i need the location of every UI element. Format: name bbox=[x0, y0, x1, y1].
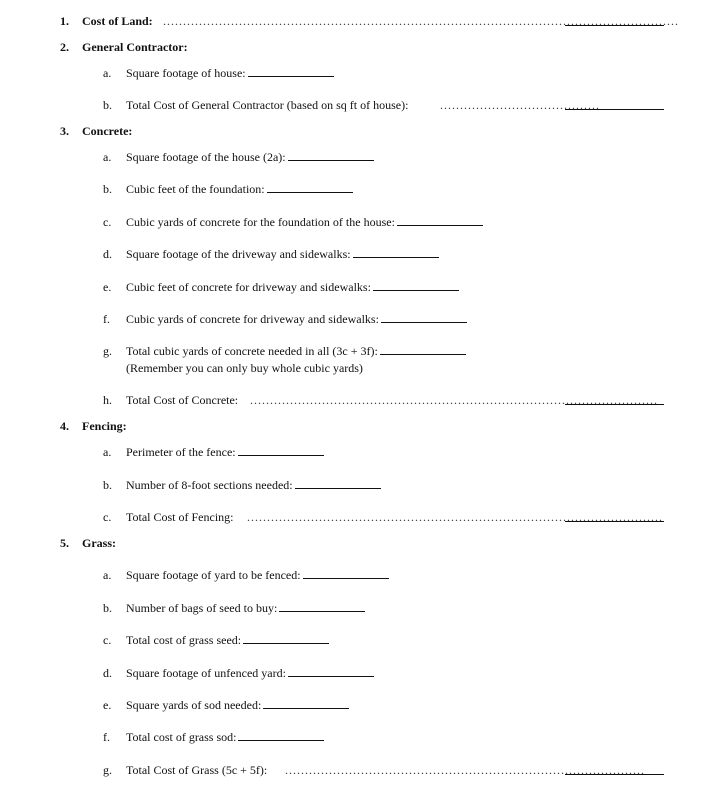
answer-blank[interactable] bbox=[303, 567, 389, 579]
section-title-contractor: General Contractor: bbox=[82, 40, 188, 54]
item-text: Perimeter of the fence: bbox=[126, 444, 324, 460]
section-5-row bbox=[0, 535, 722, 551]
item-text: Total cost of grass sod: bbox=[126, 729, 324, 745]
item-letter: g. bbox=[103, 344, 112, 358]
item-text: Square footage of the house (2a): bbox=[126, 149, 374, 165]
item-text: Number of 8-foot sections needed: bbox=[126, 477, 381, 493]
item-text: Square footage of yard to be fenced: bbox=[126, 567, 389, 583]
item-text: Total Cost of Concrete: bbox=[126, 393, 239, 407]
item-3b bbox=[0, 181, 722, 197]
dot-leader: ........................................ bbox=[440, 98, 600, 112]
dot-leader: ................................................................................................................................. bbox=[163, 14, 679, 28]
answer-blank[interactable] bbox=[248, 65, 334, 77]
item-letter: f. bbox=[103, 730, 110, 744]
item-text: Square footage of house: bbox=[126, 65, 334, 81]
item-letter: b. bbox=[103, 478, 112, 492]
item-text: Cubic feet of the foundation: bbox=[126, 181, 353, 197]
answer-blank[interactable] bbox=[381, 311, 467, 323]
item-3c bbox=[0, 214, 722, 230]
item-text: Square footage of unfenced yard: bbox=[126, 665, 374, 681]
section-number: 1. bbox=[60, 14, 69, 28]
item-letter: g. bbox=[103, 763, 112, 777]
item-5b bbox=[0, 600, 722, 616]
item-5g bbox=[0, 762, 722, 778]
item-4a bbox=[0, 444, 722, 460]
item-text: Cubic feet of concrete for driveway and sidewalks: bbox=[126, 279, 459, 295]
item-letter: c. bbox=[103, 510, 112, 524]
item-text: Square yards of sod needed: bbox=[126, 697, 349, 713]
item-4b bbox=[0, 477, 722, 493]
item-3e bbox=[0, 279, 722, 295]
item-3g bbox=[0, 343, 722, 359]
section-4-row bbox=[0, 418, 722, 434]
item-5c bbox=[0, 632, 722, 648]
answer-blank[interactable] bbox=[380, 343, 466, 355]
item-letter: e. bbox=[103, 280, 112, 294]
answer-blank-concrete-total[interactable] bbox=[565, 392, 664, 405]
item-5f bbox=[0, 729, 722, 745]
item-3g-note-row bbox=[0, 360, 722, 376]
answer-blank[interactable] bbox=[353, 246, 439, 258]
answer-blank[interactable] bbox=[263, 697, 349, 709]
item-5a bbox=[0, 567, 722, 583]
item-5e bbox=[0, 697, 722, 713]
item-letter: d. bbox=[103, 247, 112, 261]
item-text: Square footage of the driveway and sidewalks: bbox=[126, 246, 439, 262]
section-number: 3. bbox=[60, 124, 69, 138]
answer-blank[interactable] bbox=[288, 149, 374, 161]
item-5d bbox=[0, 665, 722, 681]
item-3d bbox=[0, 246, 722, 262]
section-1-row bbox=[0, 13, 722, 29]
item-text: Cubic yards of concrete for driveway and sidewalks: bbox=[126, 311, 467, 327]
item-text: Total cubic yards of concrete needed in all (3c + 3f): bbox=[126, 343, 466, 359]
item-2a bbox=[0, 65, 722, 81]
answer-blank[interactable] bbox=[267, 181, 353, 193]
item-letter: c. bbox=[103, 215, 112, 229]
item-text: Number of bags of seed to buy: bbox=[126, 600, 365, 616]
item-letter: e. bbox=[103, 698, 112, 712]
section-title-concrete: Concrete: bbox=[82, 124, 133, 138]
answer-blank[interactable] bbox=[295, 477, 381, 489]
dot-leader: .......................................................................................... bbox=[285, 763, 645, 777]
answer-blank-fencing-total[interactable] bbox=[565, 509, 664, 522]
item-text: Total Cost of Fencing: bbox=[126, 510, 234, 524]
item-letter: c. bbox=[103, 633, 112, 647]
item-text: Cubic yards of concrete for the foundation of the house: bbox=[126, 214, 483, 230]
answer-blank[interactable] bbox=[397, 214, 483, 226]
item-letter: a. bbox=[103, 568, 112, 582]
item-letter: a. bbox=[103, 150, 112, 164]
item-letter: f. bbox=[103, 312, 110, 326]
section-title-grass: Grass: bbox=[82, 536, 116, 550]
item-letter: h. bbox=[103, 393, 112, 407]
dot-leader: ...................................................................................................... bbox=[250, 393, 658, 407]
section-number: 5. bbox=[60, 536, 69, 550]
section-2-row bbox=[0, 39, 722, 55]
item-letter: b. bbox=[103, 601, 112, 615]
item-letter: a. bbox=[103, 66, 112, 80]
answer-blank[interactable] bbox=[238, 444, 324, 456]
answer-blank[interactable] bbox=[288, 665, 374, 677]
item-text: Total cost of grass seed: bbox=[126, 632, 329, 648]
answer-blank-contractor-total[interactable] bbox=[565, 97, 664, 110]
section-number: 2. bbox=[60, 40, 69, 54]
section-3-row bbox=[0, 123, 722, 139]
item-text: Total Cost of General Contractor (based on sq ft of house): bbox=[126, 98, 409, 112]
answer-blank-grass-total[interactable] bbox=[565, 762, 664, 775]
item-3h bbox=[0, 392, 722, 408]
answer-blank[interactable] bbox=[243, 632, 329, 644]
section-title-land: Cost of Land: bbox=[82, 14, 153, 28]
item-letter: d. bbox=[103, 666, 112, 680]
answer-blank[interactable] bbox=[373, 279, 459, 291]
item-2b bbox=[0, 97, 722, 113]
item-4c bbox=[0, 509, 722, 525]
item-letter: b. bbox=[103, 182, 112, 196]
section-number: 4. bbox=[60, 419, 69, 433]
answer-blank[interactable] bbox=[238, 729, 324, 741]
answer-blank-land[interactable] bbox=[565, 13, 664, 26]
item-3a bbox=[0, 149, 722, 165]
item-text: Total Cost of Grass (5c + 5f): bbox=[126, 763, 268, 777]
item-3f bbox=[0, 311, 722, 327]
answer-blank[interactable] bbox=[279, 600, 365, 612]
section-title-fencing: Fencing: bbox=[82, 419, 127, 433]
item-letter: a. bbox=[103, 445, 112, 459]
item-letter: b. bbox=[103, 98, 112, 112]
item-note: (Remember you can only buy whole cubic yards) bbox=[126, 361, 363, 375]
dot-leader: ........................................................................................................ bbox=[247, 510, 663, 524]
